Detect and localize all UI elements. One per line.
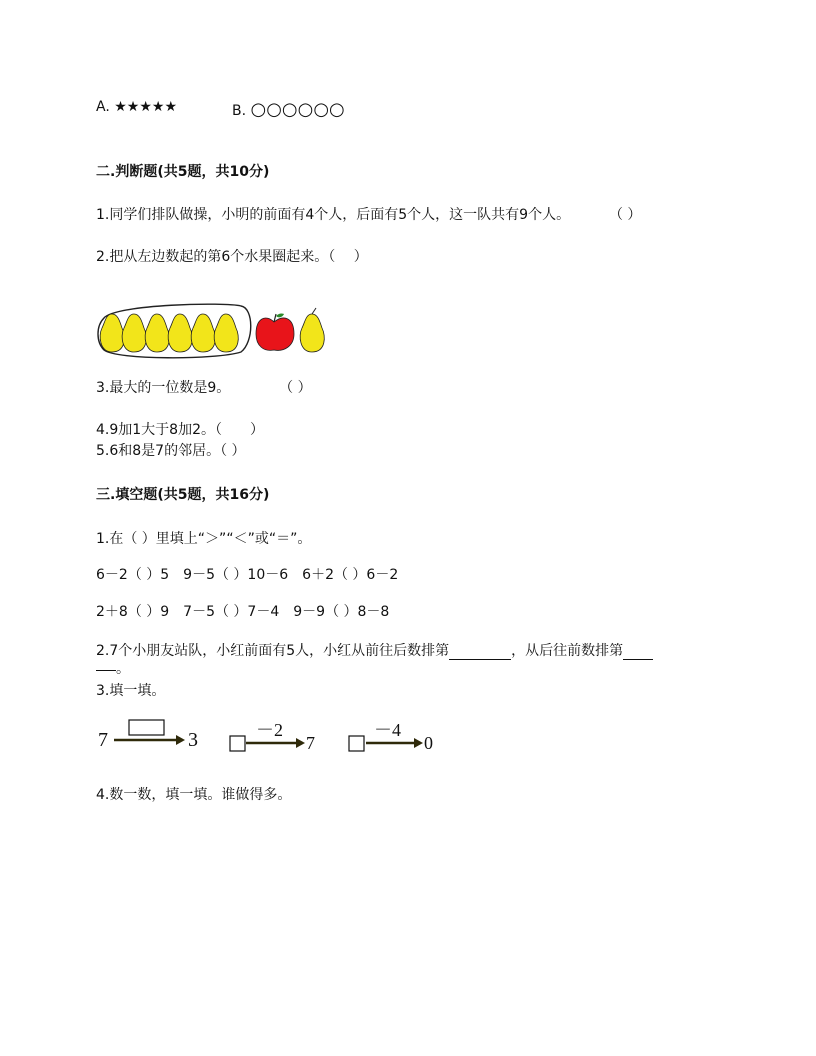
choice-b-label: B. [232, 103, 247, 119]
arrow-head-icon [414, 738, 423, 748]
arrow-head-icon [176, 735, 185, 745]
pear-icon [191, 314, 215, 352]
judge-q3-paren: （ ） [279, 380, 312, 396]
pear-icon [122, 314, 146, 352]
arrow-diagram-3 [349, 720, 433, 753]
fruit-figure [96, 300, 336, 362]
pear-icon [168, 314, 192, 352]
arrow1-end: 3 [188, 729, 198, 751]
choice-a-label: A. [96, 99, 110, 115]
fill-q3: 3.填一填。 [96, 683, 166, 699]
pear-icon [214, 314, 238, 352]
fill-q2-text-2: ，从后往前数排第 [511, 643, 624, 659]
pear-icon [145, 314, 169, 352]
arrow-diagram-2 [230, 720, 315, 753]
choice-a-stars: ★★★★★ [114, 99, 177, 115]
compare-row-2: 2＋8（ ）9 7－5（ ）7－4 9－9（ ）8－8 [96, 604, 390, 620]
arrow1-start: 7 [98, 729, 108, 751]
answer-blank-continued[interactable] [96, 660, 116, 671]
arrow2-end: 7 [306, 733, 315, 753]
choice-b [232, 99, 345, 120]
judge-q1 [96, 206, 641, 224]
fill-q2 [96, 642, 653, 660]
fill-q1: 1.在（ ）里填上“＞”“＜”或“＝”。 [96, 531, 312, 547]
answer-blank[interactable] [623, 645, 653, 660]
arrow-diagrams [96, 716, 446, 756]
operation-box[interactable] [129, 720, 164, 735]
pear-icon [100, 314, 124, 352]
choice-b-circles: ○○○○○○ [250, 99, 345, 120]
arrow3-operation: －4 [374, 720, 401, 740]
arrow-head-icon [296, 738, 305, 748]
judge-q1-text: 1.同学们排队做操，小明的前面有4个人，后面有5个人，这一队共有9个人。 [96, 207, 571, 223]
fill-q4: 4.数一数，填一填。谁做得多。 [96, 787, 292, 803]
judge-q3 [96, 379, 312, 397]
judge-q5: 5.6和8是7的邻居。（ ） [96, 443, 246, 459]
answer-blank[interactable] [449, 645, 511, 660]
section3-title: 三.填空题(共5题，共16分) [96, 487, 270, 503]
answer-box[interactable] [349, 736, 364, 751]
judge-q2: 2.把从左边数起的第6个水果圈起来。（ ） [96, 249, 368, 265]
compare-row-1: 6－2（ ）5 9－5（ ）10－6 6＋2（ ）6－2 [96, 567, 399, 583]
arrow3-end: 0 [424, 733, 433, 753]
judge-q3-text: 3.最大的一位数是9。 [96, 380, 231, 396]
answer-box[interactable] [230, 736, 245, 751]
fill-q2-end: 。 [116, 661, 130, 677]
apple-icon [256, 314, 294, 351]
judge-q1-paren: （ ） [608, 207, 642, 223]
arrow-diagram-1 [98, 720, 198, 751]
judge-q4: 4.9加1大于8加2。（ ） [96, 422, 264, 438]
pear-icon [300, 308, 324, 352]
arrow2-operation: －2 [256, 720, 283, 740]
section2-title: 二.判断题(共5题，共10分) [96, 164, 270, 180]
fill-q2-text-1: 2.7个小朋友站队，小红前面有5人，小红从前往后数排第 [96, 643, 450, 659]
choice-a [96, 99, 177, 115]
